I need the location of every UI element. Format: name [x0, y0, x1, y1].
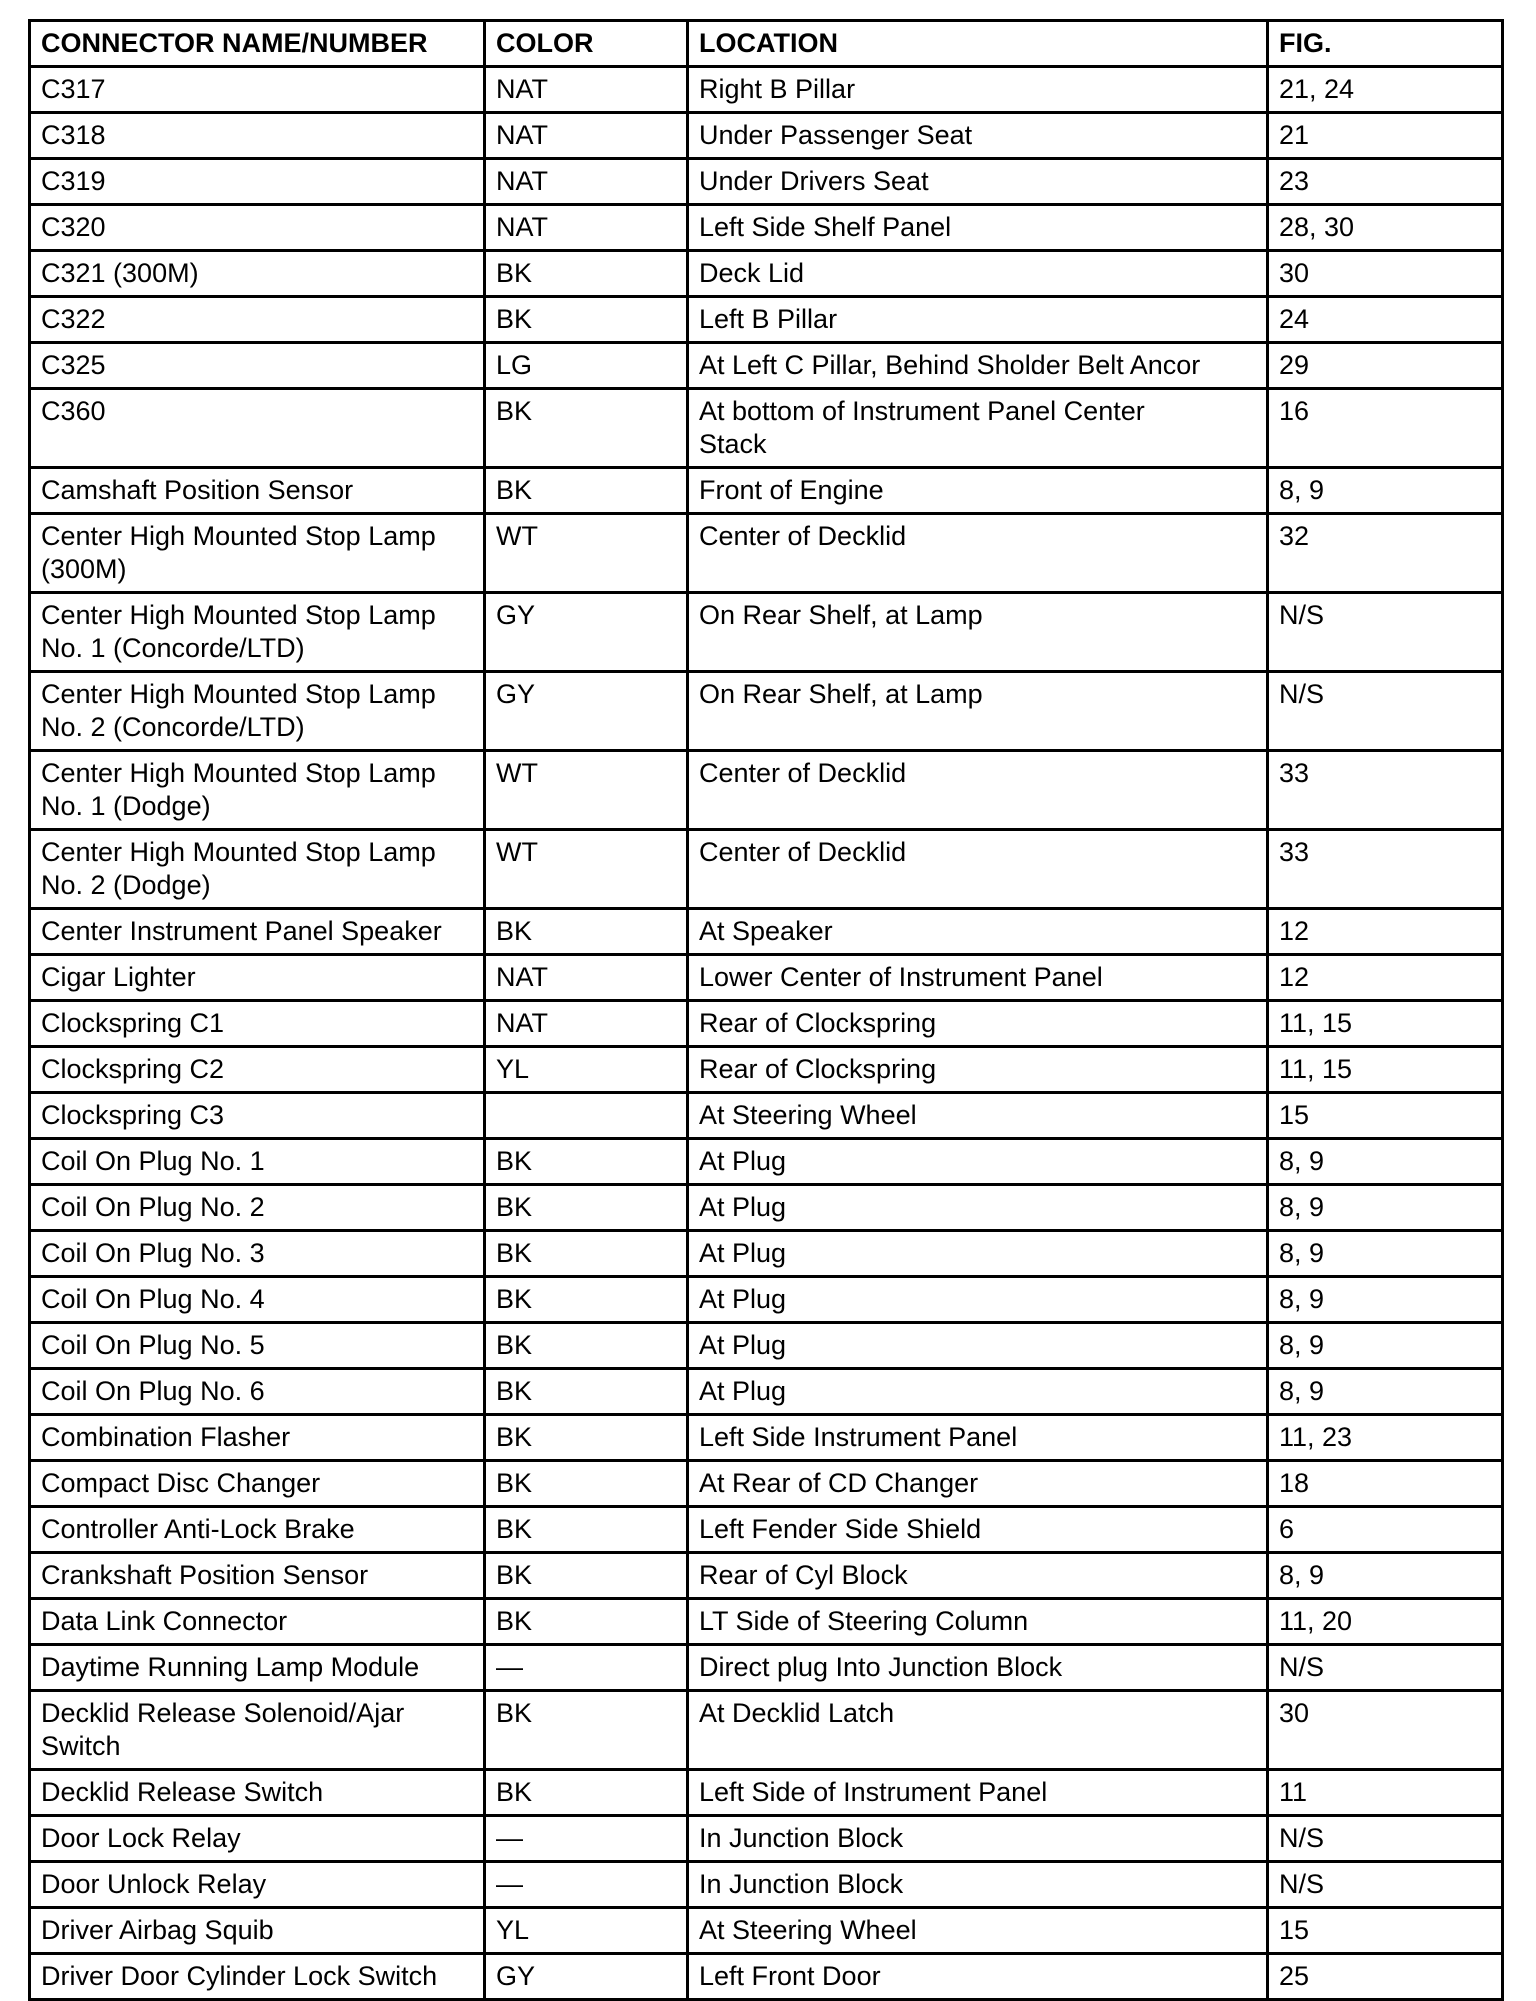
cell-color: BK	[485, 251, 688, 297]
cell-fig: 29	[1268, 343, 1503, 389]
table-row	[30, 389, 1503, 468]
cell-location: Lower Center of Instrument Panel	[688, 955, 1268, 1001]
table-row	[30, 1691, 1503, 1770]
cell-connector-name: Data Link Connector	[30, 1599, 485, 1645]
cell-location: At Left C Pillar, Behind Sholder Belt Ancor	[688, 343, 1268, 389]
table-row	[30, 1185, 1503, 1231]
cell-fig: 23	[1268, 159, 1503, 205]
cell-fig: N/S	[1268, 1645, 1503, 1691]
table-row	[30, 1323, 1503, 1369]
cell-connector-name: Coil On Plug No. 2	[30, 1185, 485, 1231]
cell-color: LG	[485, 343, 688, 389]
cell-color: BK	[485, 1553, 688, 1599]
cell-fig: 33	[1268, 751, 1503, 830]
table-row	[30, 468, 1503, 514]
cell-color: BK	[485, 909, 688, 955]
cell-location: At Plug	[688, 1185, 1268, 1231]
table-row	[30, 1139, 1503, 1185]
table-row	[30, 1645, 1503, 1691]
cell-connector-name: C360	[30, 389, 485, 468]
header-row	[30, 21, 1503, 67]
cell-location: At Plug	[688, 1139, 1268, 1185]
cell-connector-name: Coil On Plug No. 6	[30, 1369, 485, 1415]
cell-fig: 11, 15	[1268, 1001, 1503, 1047]
cell-color: NAT	[485, 159, 688, 205]
cell-color: BK	[485, 389, 688, 468]
cell-connector-name: Center High Mounted Stop Lamp No. 1 (Dodge)	[30, 751, 485, 830]
cell-connector-name: C317	[30, 67, 485, 113]
table-row	[30, 159, 1503, 205]
cell-color: GY	[485, 672, 688, 751]
cell-color: BK	[485, 468, 688, 514]
cell-fig: 11, 23	[1268, 1415, 1503, 1461]
cell-location: At Plug	[688, 1369, 1268, 1415]
table-row	[30, 830, 1503, 909]
cell-connector-name: Cigar Lighter	[30, 955, 485, 1001]
cell-location: In Junction Block	[688, 1816, 1268, 1862]
cell-fig: 8, 9	[1268, 1231, 1503, 1277]
cell-fig: 8, 9	[1268, 1323, 1503, 1369]
cell-location: Direct plug Into Junction Block	[688, 1645, 1268, 1691]
table-row	[30, 672, 1503, 751]
cell-location: At Steering Wheel	[688, 1093, 1268, 1139]
table-row	[30, 297, 1503, 343]
cell-connector-name: Door Unlock Relay	[30, 1862, 485, 1908]
cell-connector-name: Coil On Plug No. 5	[30, 1323, 485, 1369]
cell-connector-name: C318	[30, 113, 485, 159]
table-row	[30, 955, 1503, 1001]
cell-connector-name: Decklid Release Solenoid/Ajar Switch	[30, 1691, 485, 1770]
cell-color: BK	[485, 1185, 688, 1231]
cell-color: WT	[485, 830, 688, 909]
cell-fig: 24	[1268, 297, 1503, 343]
table-row	[30, 1862, 1503, 1908]
table-row	[30, 593, 1503, 672]
cell-location: Left Side of Instrument Panel	[688, 1770, 1268, 1816]
cell-color: BK	[485, 1691, 688, 1770]
cell-fig: 6	[1268, 1507, 1503, 1553]
cell-connector-name: Clockspring C2	[30, 1047, 485, 1093]
cell-connector-name: Clockspring C1	[30, 1001, 485, 1047]
cell-fig: N/S	[1268, 593, 1503, 672]
table-row	[30, 205, 1503, 251]
cell-fig: 8, 9	[1268, 1139, 1503, 1185]
cell-color: NAT	[485, 1001, 688, 1047]
cell-location: At Plug	[688, 1323, 1268, 1369]
connector-table	[28, 19, 1504, 2001]
table-row	[30, 343, 1503, 389]
cell-fig: 8, 9	[1268, 1277, 1503, 1323]
cell-location: Deck Lid	[688, 251, 1268, 297]
cell-location: Rear of Clockspring	[688, 1047, 1268, 1093]
cell-color: —	[485, 1816, 688, 1862]
cell-connector-name: Crankshaft Position Sensor	[30, 1553, 485, 1599]
cell-color: BK	[485, 1369, 688, 1415]
cell-location: Center of Decklid	[688, 751, 1268, 830]
cell-location: At bottom of Instrument Panel Center Stack	[688, 389, 1268, 468]
cell-location: Left Fender Side Shield	[688, 1507, 1268, 1553]
cell-color: BK	[485, 1599, 688, 1645]
cell-location: Front of Engine	[688, 468, 1268, 514]
table-row	[30, 514, 1503, 593]
header-location: LOCATION	[688, 21, 1268, 67]
cell-color: BK	[485, 1507, 688, 1553]
cell-connector-name: C322	[30, 297, 485, 343]
cell-color: BK	[485, 1139, 688, 1185]
cell-location: On Rear Shelf, at Lamp	[688, 672, 1268, 751]
cell-fig: 25	[1268, 1954, 1503, 2000]
cell-color: GY	[485, 593, 688, 672]
cell-fig: 18	[1268, 1461, 1503, 1507]
cell-location: On Rear Shelf, at Lamp	[688, 593, 1268, 672]
cell-color: NAT	[485, 113, 688, 159]
cell-color: YL	[485, 1908, 688, 1954]
cell-location: At Plug	[688, 1277, 1268, 1323]
table-row	[30, 251, 1503, 297]
cell-color: BK	[485, 1277, 688, 1323]
table-row	[30, 1770, 1503, 1816]
cell-connector-name: C320	[30, 205, 485, 251]
cell-location: Left B Pillar	[688, 297, 1268, 343]
table-row	[30, 1507, 1503, 1553]
table-row	[30, 1553, 1503, 1599]
table-row	[30, 1277, 1503, 1323]
cell-connector-name: Daytime Running Lamp Module	[30, 1645, 485, 1691]
cell-fig: 33	[1268, 830, 1503, 909]
cell-color	[485, 1093, 688, 1139]
table-row	[30, 1816, 1503, 1862]
cell-location: Under Passenger Seat	[688, 113, 1268, 159]
table-row	[30, 113, 1503, 159]
cell-color: BK	[485, 1461, 688, 1507]
cell-color: BK	[485, 1231, 688, 1277]
cell-connector-name: Coil On Plug No. 4	[30, 1277, 485, 1323]
cell-connector-name: Driver Door Cylinder Lock Switch	[30, 1954, 485, 2000]
cell-fig: 11, 20	[1268, 1599, 1503, 1645]
cell-connector-name: Coil On Plug No. 1	[30, 1139, 485, 1185]
cell-fig: 12	[1268, 955, 1503, 1001]
cell-location: Rear of Clockspring	[688, 1001, 1268, 1047]
cell-fig: 8, 9	[1268, 1553, 1503, 1599]
cell-location: At Rear of CD Changer	[688, 1461, 1268, 1507]
table-row	[30, 1231, 1503, 1277]
cell-connector-name: Center High Mounted Stop Lamp No. 2 (Concorde/LTD)	[30, 672, 485, 751]
cell-location: Under Drivers Seat	[688, 159, 1268, 205]
header-color: COLOR	[485, 21, 688, 67]
table-row	[30, 1461, 1503, 1507]
cell-location: In Junction Block	[688, 1862, 1268, 1908]
cell-color: —	[485, 1862, 688, 1908]
table-row	[30, 751, 1503, 830]
cell-connector-name: Compact Disc Changer	[30, 1461, 485, 1507]
cell-connector-name: Camshaft Position Sensor	[30, 468, 485, 514]
cell-location: Center of Decklid	[688, 514, 1268, 593]
cell-connector-name: Coil On Plug No. 3	[30, 1231, 485, 1277]
table-row	[30, 1093, 1503, 1139]
cell-connector-name: C319	[30, 159, 485, 205]
cell-location: Right B Pillar	[688, 67, 1268, 113]
cell-color: WT	[485, 751, 688, 830]
cell-color: BK	[485, 1770, 688, 1816]
cell-color: —	[485, 1645, 688, 1691]
table-row	[30, 1001, 1503, 1047]
cell-color: NAT	[485, 955, 688, 1001]
cell-fig: 21	[1268, 113, 1503, 159]
cell-location: Left Side Instrument Panel	[688, 1415, 1268, 1461]
cell-fig: 8, 9	[1268, 1185, 1503, 1231]
cell-connector-name: Clockspring C3	[30, 1093, 485, 1139]
cell-fig: N/S	[1268, 1816, 1503, 1862]
cell-fig: 8, 9	[1268, 468, 1503, 514]
cell-color: BK	[485, 1415, 688, 1461]
cell-fig: 11, 15	[1268, 1047, 1503, 1093]
cell-fig: 30	[1268, 1691, 1503, 1770]
cell-connector-name: Combination Flasher	[30, 1415, 485, 1461]
header-fig: FIG.	[1268, 21, 1503, 67]
cell-location: Left Side Shelf Panel	[688, 205, 1268, 251]
connector-table-container	[28, 19, 1504, 2001]
table-row	[30, 1599, 1503, 1645]
cell-color: YL	[485, 1047, 688, 1093]
cell-connector-name: Driver Airbag Squib	[30, 1908, 485, 1954]
cell-fig: 30	[1268, 251, 1503, 297]
cell-color: NAT	[485, 67, 688, 113]
cell-fig: 15	[1268, 1908, 1503, 1954]
cell-location: Center of Decklid	[688, 830, 1268, 909]
cell-connector-name: C321 (300M)	[30, 251, 485, 297]
table-row	[30, 1047, 1503, 1093]
table-row	[30, 909, 1503, 955]
cell-connector-name: Center Instrument Panel Speaker	[30, 909, 485, 955]
cell-connector-name: Center High Mounted Stop Lamp No. 1 (Concorde/LTD)	[30, 593, 485, 672]
cell-fig: 16	[1268, 389, 1503, 468]
header-connector-name: CONNECTOR NAME/NUMBER	[30, 21, 485, 67]
cell-connector-name: Controller Anti-Lock Brake	[30, 1507, 485, 1553]
cell-location: At Speaker	[688, 909, 1268, 955]
table-row	[30, 1908, 1503, 1954]
cell-color: GY	[485, 1954, 688, 2000]
cell-fig: 8, 9	[1268, 1369, 1503, 1415]
cell-color: BK	[485, 297, 688, 343]
cell-connector-name: C325	[30, 343, 485, 389]
cell-fig: 21, 24	[1268, 67, 1503, 113]
cell-color: NAT	[485, 205, 688, 251]
cell-connector-name: Door Lock Relay	[30, 1816, 485, 1862]
cell-connector-name: Center High Mounted Stop Lamp (300M)	[30, 514, 485, 593]
table-row	[30, 1369, 1503, 1415]
cell-connector-name: Decklid Release Switch	[30, 1770, 485, 1816]
cell-fig: 28, 30	[1268, 205, 1503, 251]
table-row	[30, 67, 1503, 113]
cell-fig: 12	[1268, 909, 1503, 955]
table-row	[30, 1954, 1503, 2000]
table-body	[30, 67, 1503, 2000]
cell-fig: 15	[1268, 1093, 1503, 1139]
cell-fig: 32	[1268, 514, 1503, 593]
cell-fig: 11	[1268, 1770, 1503, 1816]
cell-location: At Steering Wheel	[688, 1908, 1268, 1954]
cell-location: At Plug	[688, 1231, 1268, 1277]
cell-color: WT	[485, 514, 688, 593]
cell-fig: N/S	[1268, 1862, 1503, 1908]
cell-location: Rear of Cyl Block	[688, 1553, 1268, 1599]
cell-fig: N/S	[1268, 672, 1503, 751]
cell-connector-name: Center High Mounted Stop Lamp No. 2 (Dodge)	[30, 830, 485, 909]
table-row	[30, 1415, 1503, 1461]
cell-color: BK	[485, 1323, 688, 1369]
cell-location: LT Side of Steering Column	[688, 1599, 1268, 1645]
cell-location: At Decklid Latch	[688, 1691, 1268, 1770]
cell-location: Left Front Door	[688, 1954, 1268, 2000]
